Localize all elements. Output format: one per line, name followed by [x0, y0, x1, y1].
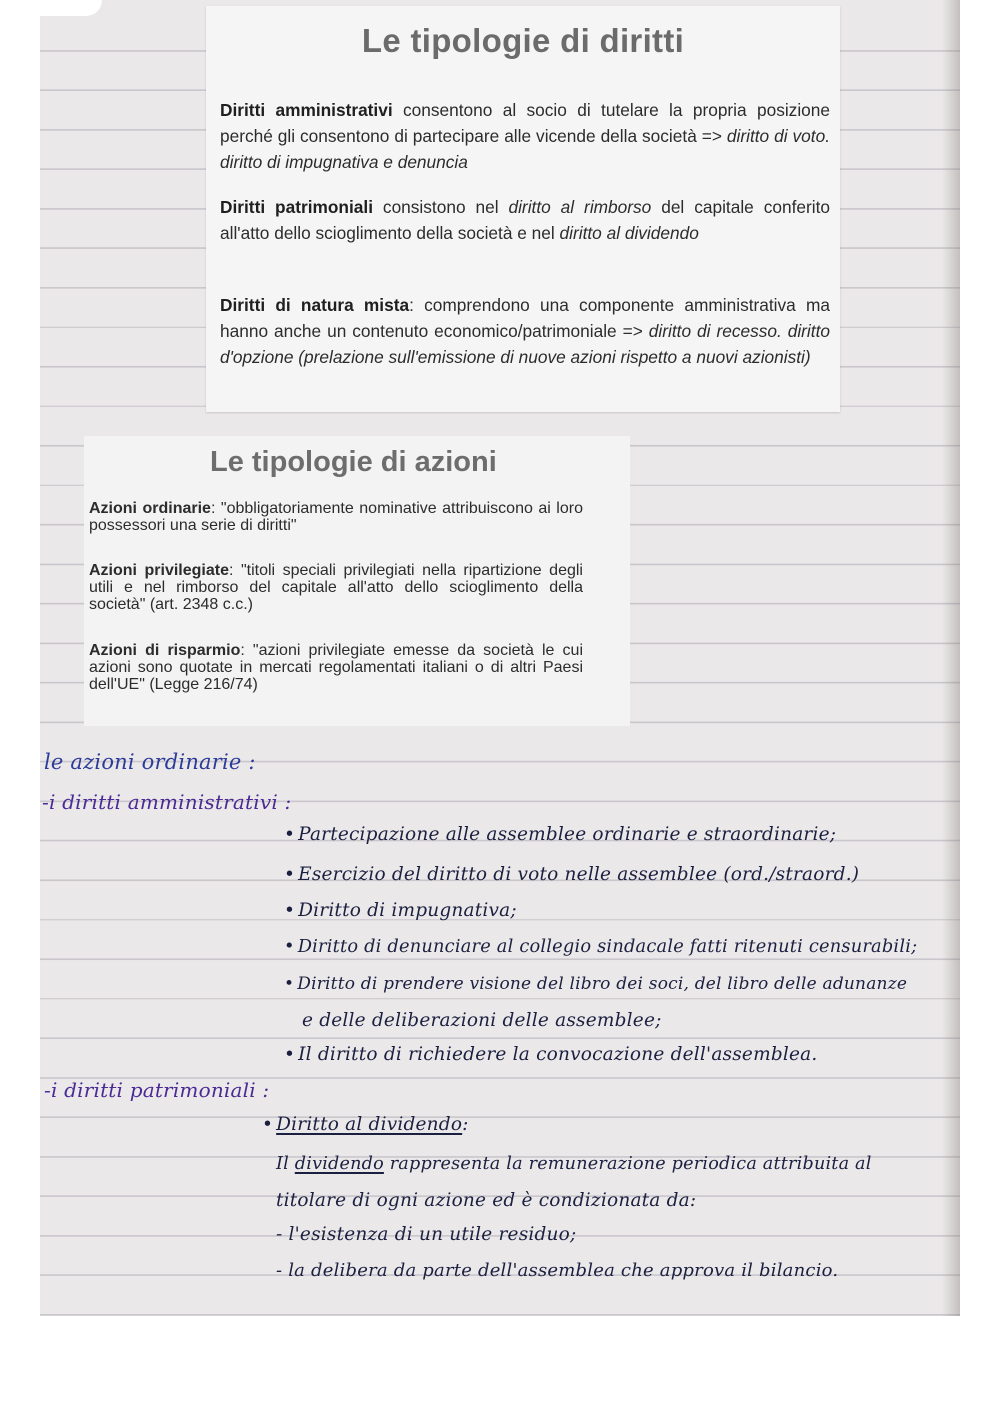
- term-dividendo: dividendo: [294, 1154, 384, 1174]
- text: consentono al socio di tutelare la propria posizione perché gli consentono di partecipare alle vicende della società =>: [220, 100, 830, 146]
- paragraph-diritti-patrimoniali: [220, 194, 830, 246]
- italic-text: diritto di voto. diritto di impugnativa e denuncia: [220, 126, 830, 172]
- handwritten-condition-1: - l'esistenza di un utile residuo;: [276, 1224, 577, 1245]
- printed-card-azioni: [84, 436, 630, 726]
- text: : comprendono una componente amministrativa ma hanno anche un contenuto economico/patrimoniale =>: [220, 295, 830, 341]
- handwritten-section-amministrativi: -i diritti amministrativi :: [42, 790, 292, 814]
- dividendo-title-underlined: Diritto al dividendo: [276, 1114, 463, 1135]
- paragraph-diritti-amministrativi: [220, 97, 830, 175]
- handwritten-heading: le azioni ordinarie :: [44, 750, 256, 774]
- handwritten-bullet-1: • Partecipazione alle assemblee ordinarie e straordinarie;: [284, 824, 836, 845]
- paragraph-azioni-privilegiate: [89, 562, 583, 613]
- page-shadow: [942, 0, 960, 1316]
- italic-text: diritto al dividendo: [559, 223, 699, 243]
- paragraph-azioni-ordinarie: [89, 500, 583, 534]
- handwritten-section-patrimoniali: -i diritti patrimoniali :: [44, 1078, 270, 1102]
- handwritten-bullet-5-continued: e delle deliberazioni delle assemblee;: [302, 1010, 662, 1031]
- handwritten-bullet-6: • Il diritto di richiedere la convocazione dell'assemblea.: [284, 1044, 817, 1065]
- handwritten-bullet-5: • Diritto di prendere visione del libro dei soci, del libro delle adunanze: [284, 974, 907, 994]
- italic-text: diritto al rimborso: [508, 197, 652, 217]
- handwritten-bullet-4: • Diritto di denunciare al collegio sindacale fatti ritenuti censurabili;: [284, 936, 917, 957]
- handwritten-dividendo-title: [262, 1114, 469, 1135]
- card-title-azioni: Le tipologie di azioni: [210, 446, 497, 478]
- italic-text: diritto di recesso. diritto d'opzione (prelazione sull'emissione di nuove azioni rispetto a nuovi azionisti): [220, 321, 830, 367]
- handwritten-dividendo-line-2: titolare di ogni azione ed è condizionata da:: [276, 1190, 697, 1211]
- notebook-page: [40, 0, 960, 1316]
- text: : "azioni privilegiate emesse da società le cui azioni sono quotate in mercati regolamentati italiani o di altri Paesi dell'UE" (Legge 216/74): [89, 642, 584, 693]
- handwritten-condition-2: - la delibera da parte dell'assemblea che approva il bilancio.: [276, 1260, 839, 1281]
- handwritten-bullet-2: • Esercizio del diritto di voto nelle assemblee (ord./straord.): [284, 864, 859, 885]
- paragraph-azioni-risparmio: [89, 642, 583, 693]
- text: del capitale conferito all'atto dello scioglimento della società e nel: [220, 197, 830, 243]
- term-diritti-patrimoniali: Diritti patrimoniali: [220, 197, 373, 217]
- card-title-diritti: Le tipologie di diritti: [361, 22, 685, 59]
- dividendo-title-colon: :: [462, 1114, 469, 1135]
- term-diritti-natura-mista: Diritti di natura mista: [220, 295, 410, 315]
- term-diritti-amministrativi: Diritti amministrativi: [220, 100, 393, 120]
- printed-card-diritti: [206, 6, 840, 412]
- paragraph-diritti-natura-mista: [220, 292, 830, 370]
- text: : "obbligatoriamente nominative attribuiscono ai loro possessori una serie di diritti": [89, 500, 583, 534]
- term-azioni-risparmio: Azioni di risparmio: [89, 642, 241, 659]
- text: consistono nel: [373, 197, 509, 217]
- text: rappresenta la remunerazione periodica attribuita al: [383, 1154, 872, 1174]
- term-azioni-ordinarie: Azioni ordinarie: [89, 500, 211, 517]
- text: : "titoli speciali privilegiati nella ripartizione degli utili e nel rimborso del capitale all'atto dello scioglimento della società" (art. 2348 c.c.): [89, 562, 583, 613]
- handwritten-dividendo-line-1: [276, 1154, 872, 1174]
- handwritten-bullet-3: • Diritto di impugnativa;: [284, 900, 517, 921]
- text: Il: [276, 1154, 295, 1174]
- term-azioni-privilegiate: Azioni privilegiate: [89, 562, 229, 579]
- page-corner: [40, 0, 102, 16]
